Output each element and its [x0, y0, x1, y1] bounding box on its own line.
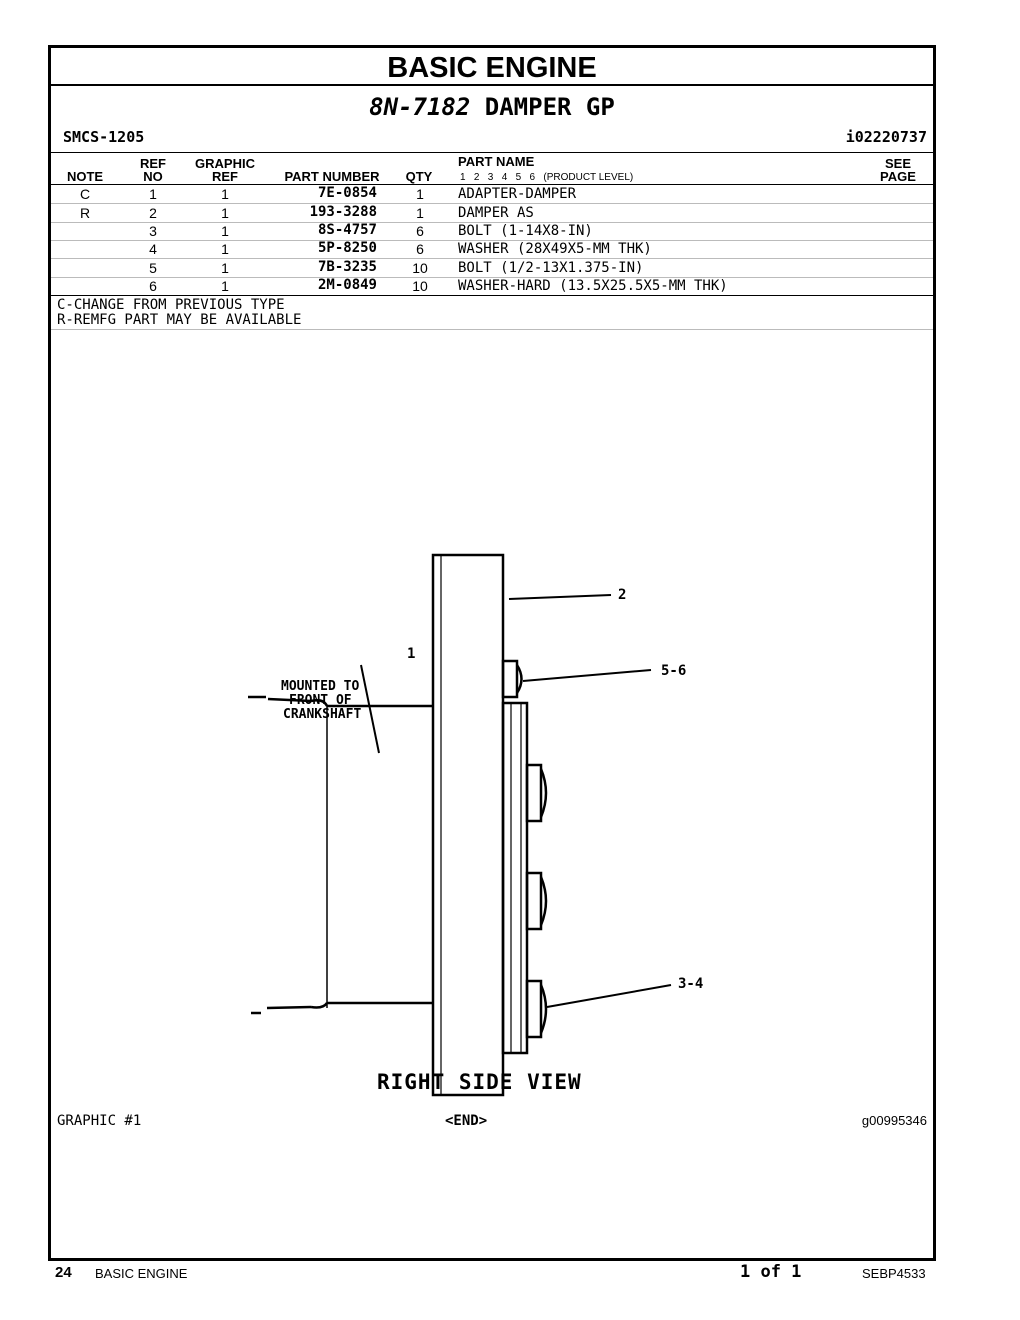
- inner-plate-edge: [511, 703, 521, 1053]
- divider: [51, 152, 933, 153]
- col-see-page-bottom: PAGE: [880, 169, 916, 184]
- end-label: <END>: [445, 1113, 488, 1129]
- row1-note: C: [79, 186, 91, 202]
- col-ref-no-bottom: NO: [143, 169, 163, 184]
- row2-ref-no: 2: [149, 205, 157, 221]
- row6-qty: 10: [412, 278, 428, 294]
- row4-part-name: WASHER (28X49X5-MM THK): [458, 241, 652, 257]
- view-label: RIGHT SIDE VIEW: [377, 1070, 582, 1094]
- info-id: i02220737: [845, 128, 927, 146]
- mounted-line-1: MOUNTED TO: [281, 679, 360, 694]
- doc-id: SEBP4533: [862, 1266, 926, 1281]
- callout-2: 2: [618, 587, 627, 603]
- callout-5-6: 5-6: [661, 663, 687, 679]
- notes-divider: [51, 329, 933, 330]
- row4-qty: 6: [416, 241, 424, 257]
- page-number: 24: [55, 1264, 72, 1281]
- row1-part-name: ADAPTER-DAMPER: [458, 186, 577, 202]
- page-of: 1 of 1: [740, 1262, 802, 1282]
- mounted-line-2: FRONT OF: [289, 693, 352, 708]
- bolt-2: [527, 873, 541, 929]
- row4-part-number[interactable]: 5P-8250: [317, 240, 377, 256]
- row1-part-number[interactable]: 7E-0854: [317, 185, 377, 201]
- note-remfg: R-REMFG PART MAY BE AVAILABLE: [57, 312, 302, 328]
- row2-part-number[interactable]: 193-3288: [309, 204, 377, 220]
- note-change: C-CHANGE FROM PREVIOUS TYPE: [57, 297, 285, 313]
- leader-2: [509, 595, 611, 599]
- col-part-number: PART NUMBER: [284, 169, 380, 184]
- row5-ref-no: 5: [149, 260, 157, 276]
- bolt-3: [527, 981, 541, 1037]
- col-part-name: PART NAME: [458, 154, 535, 169]
- callout-3-4: 3-4: [678, 976, 704, 992]
- row2-qty: 1: [416, 205, 424, 221]
- col-product-levels: 1 2 3 4 5 6 (PRODUCT LEVEL): [460, 172, 634, 183]
- col-qty: QTY: [405, 169, 433, 184]
- row3-qty: 6: [416, 223, 424, 239]
- group-part-number: 8N-7182: [369, 93, 471, 121]
- col-see-page-top: SEE: [884, 156, 911, 171]
- col-note: NOTE: [66, 169, 104, 184]
- mounted-line-3: CRANKSHAFT: [283, 707, 362, 722]
- row6-ref-no: 6: [149, 278, 157, 294]
- leader-3-4: [547, 985, 671, 1007]
- section-title: BASIC ENGINE: [51, 48, 933, 86]
- row2-note: R: [79, 205, 91, 221]
- graphic-label: GRAPHIC #1: [57, 1113, 142, 1129]
- shaft-bottom: [267, 1007, 311, 1008]
- leader-5-6: [523, 670, 651, 681]
- leader-1: [361, 665, 379, 753]
- row1-ref-no: 1: [149, 186, 157, 202]
- damper-illustration: [231, 503, 704, 1103]
- row5-part-name: BOLT (1/2-13X1.375-IN): [458, 260, 644, 276]
- part-heading: [51, 93, 933, 121]
- row6-part-name: WASHER-HARD (13.5X25.5X5-MM THK): [458, 278, 728, 294]
- group-part-title: DAMPER GP: [484, 93, 615, 121]
- graphic-id: g00995346: [861, 1113, 927, 1128]
- row6-graphic-ref: 1: [221, 278, 229, 294]
- row5-qty: 10: [412, 260, 428, 276]
- row2-part-name: DAMPER AS: [458, 205, 534, 221]
- row1-qty: 1: [416, 186, 424, 202]
- row6-part-number[interactable]: 2M-0849: [317, 277, 377, 293]
- col-ref-no-top: REF: [140, 156, 166, 171]
- adapter-bottom-curve: [311, 1003, 327, 1008]
- row3-part-number[interactable]: 8S-4757: [317, 222, 377, 238]
- page-frame: [48, 45, 936, 1261]
- row3-graphic-ref: 1: [221, 223, 229, 239]
- row5-part-number[interactable]: 7B-3235: [317, 259, 377, 275]
- row4-graphic-ref: 1: [221, 241, 229, 257]
- footer-section: BASIC ENGINE: [95, 1266, 188, 1281]
- smcs-code: SMCS-1205: [63, 128, 145, 146]
- row5-graphic-ref: 1: [221, 260, 229, 276]
- callout-1: 1: [407, 646, 416, 662]
- damper-disc: [433, 555, 503, 1095]
- bolt-1: [527, 765, 541, 821]
- row2-graphic-ref: 1: [221, 205, 229, 221]
- table-bottom-divider: [51, 295, 933, 296]
- col-graphic-ref-bottom: REF: [212, 169, 238, 184]
- row4-ref-no: 4: [149, 241, 157, 257]
- row3-ref-no: 3: [149, 223, 157, 239]
- inner-plate: [503, 703, 527, 1053]
- row3-part-name: BOLT (1-14X8-IN): [458, 223, 593, 239]
- col-graphic-ref-top: GRAPHIC: [195, 156, 255, 171]
- row1-graphic-ref: 1: [221, 186, 229, 202]
- small-bolt: [503, 661, 517, 697]
